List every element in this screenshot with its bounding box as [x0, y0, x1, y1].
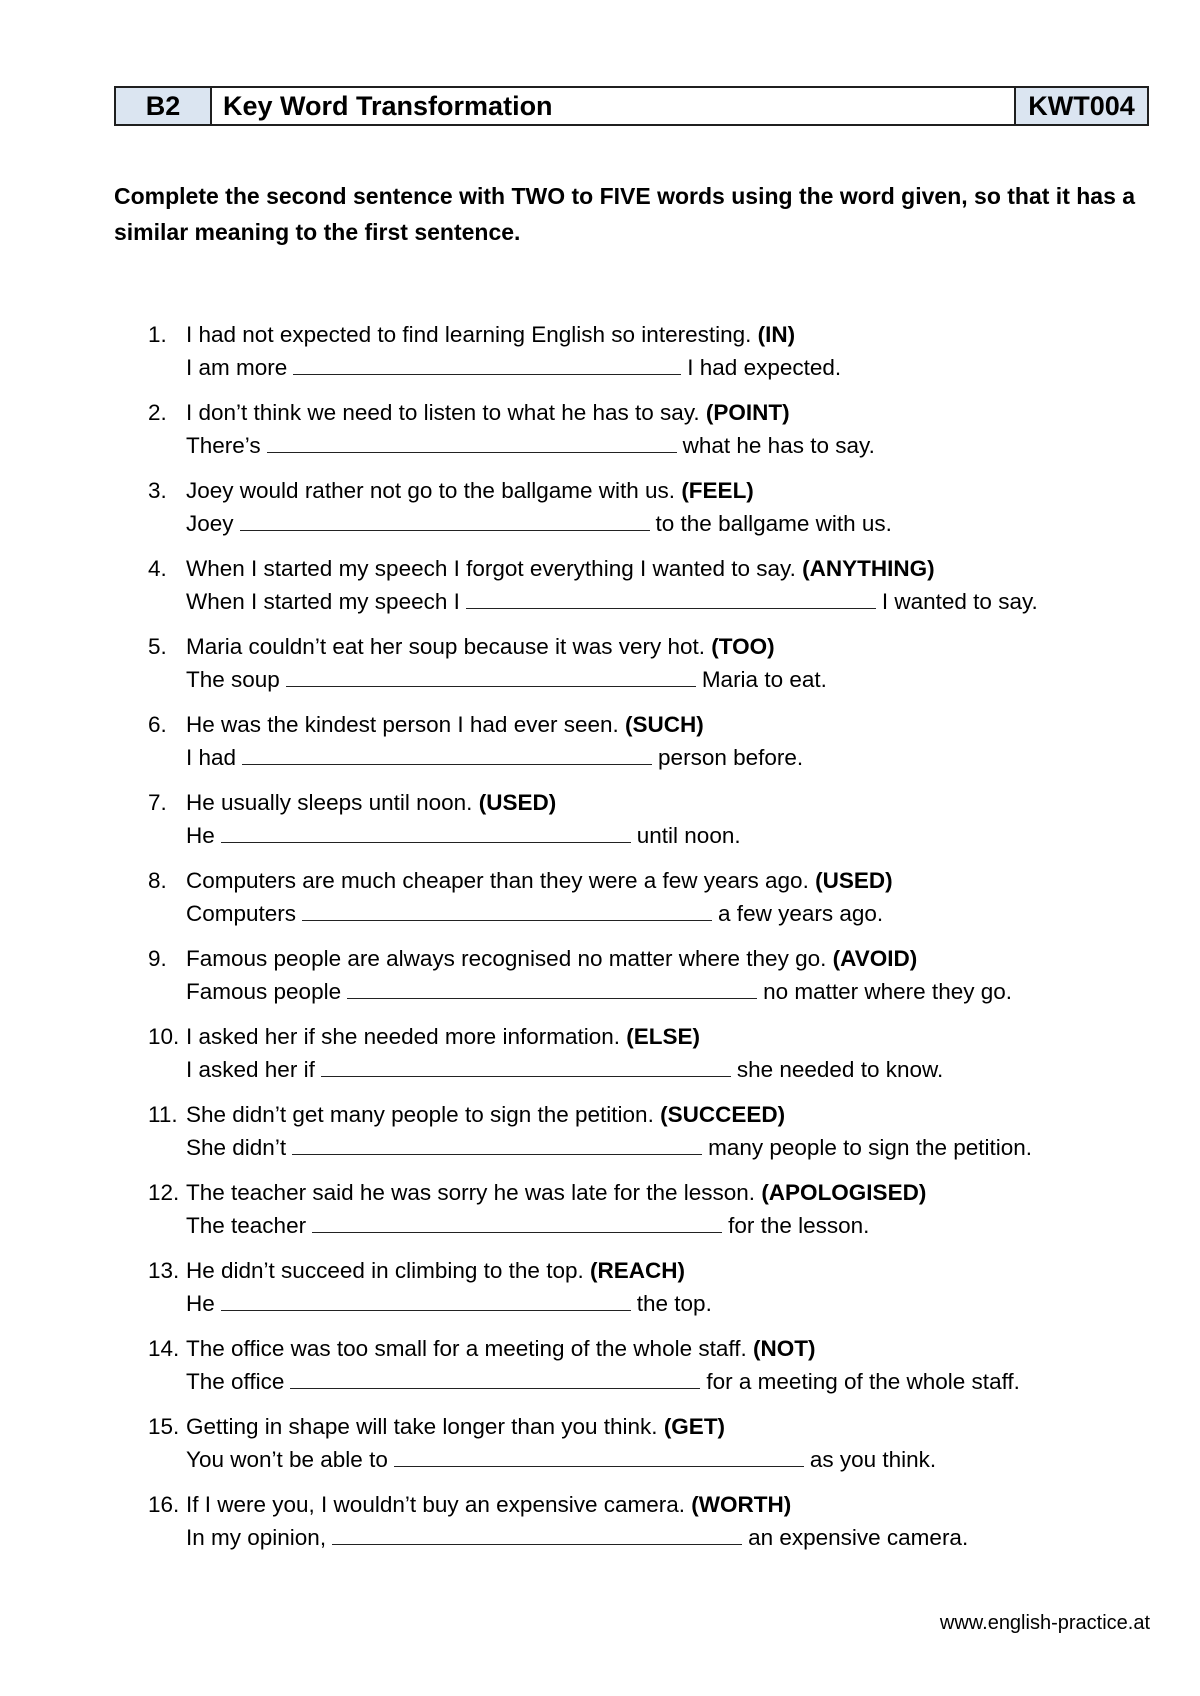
answer-blank[interactable] — [290, 1387, 700, 1389]
sentence-start: You won’t be able to — [186, 1447, 388, 1472]
sentence-text: Computers are much cheaper than they were a few years ago. — [186, 868, 809, 893]
answer-blank[interactable] — [293, 373, 681, 375]
key-word: (USED) — [815, 868, 893, 893]
footer-url[interactable]: www.english-practice.at — [939, 1612, 1150, 1634]
item-number: 16. — [148, 1492, 180, 1517]
item-number: 7. — [148, 790, 167, 815]
original-sentence — [186, 1098, 785, 1131]
sentence-start: I had — [186, 745, 237, 770]
answer-blank[interactable] — [394, 1465, 804, 1467]
sentence-start: The office — [186, 1369, 285, 1394]
item-number: 2. — [148, 400, 167, 425]
key-word: (APOLOGISED) — [761, 1180, 927, 1205]
original-sentence — [186, 318, 795, 351]
item-number: 9. — [148, 946, 167, 971]
exercise-item — [148, 1410, 1158, 1488]
sentence-text: He was the kindest person I had ever seen. — [186, 712, 619, 737]
transformed-sentence — [186, 1131, 1032, 1164]
sentence-end: the top. — [636, 1291, 712, 1316]
original-sentence — [186, 1020, 700, 1053]
item-number: 8. — [148, 868, 167, 893]
answer-blank[interactable] — [466, 607, 876, 609]
sentence-end: what he has to say. — [682, 433, 875, 458]
item-number: 6. — [148, 712, 167, 737]
sentence-start: In my opinion, — [186, 1525, 327, 1550]
sentence-text: She didn’t get many people to sign the petition. — [186, 1102, 654, 1127]
sentence-start: Joey — [186, 511, 234, 536]
sentence-start: Computers — [186, 901, 297, 926]
sentence-text: He usually sleeps until noon. — [186, 790, 473, 815]
original-sentence — [186, 864, 893, 897]
answer-blank[interactable] — [302, 919, 712, 921]
transformed-sentence — [186, 741, 803, 774]
original-sentence — [186, 942, 917, 975]
sentence-text: Joey would rather not go to the ballgame with us. — [186, 478, 676, 503]
key-word: (ELSE) — [626, 1024, 701, 1049]
original-sentence — [186, 708, 704, 741]
sentence-text: If I were you, I wouldn’t buy an expensive camera. — [186, 1492, 686, 1517]
key-word: (WORTH) — [691, 1492, 792, 1517]
item-number: 13. — [148, 1258, 180, 1283]
transformed-sentence — [186, 897, 883, 930]
sentence-start: She didn’t — [186, 1135, 287, 1160]
transformed-sentence — [186, 663, 827, 696]
key-word: (SUCH) — [625, 712, 704, 737]
key-word: (ANYTHING) — [802, 556, 935, 581]
transformed-sentence — [186, 1209, 869, 1242]
key-word: (SUCCEED) — [660, 1102, 786, 1127]
key-word: (NOT) — [752, 1336, 816, 1361]
answer-blank[interactable] — [267, 451, 677, 453]
instructions: Complete the second sentence with TWO to FIVE words using the word given, so that it has a similar meaning to the first sentence. — [114, 183, 1136, 245]
answer-blank[interactable] — [332, 1543, 742, 1545]
sentence-start: Famous people — [186, 979, 342, 1004]
exercise-item — [148, 1332, 1158, 1410]
transformed-sentence — [186, 1521, 968, 1554]
answer-blank[interactable] — [312, 1231, 722, 1233]
original-sentence — [186, 786, 556, 819]
exercise-item — [148, 708, 1158, 786]
sentence-start: When I started my speech I — [186, 589, 460, 614]
sentence-end: many people to sign the petition. — [708, 1135, 1033, 1160]
header-table — [114, 86, 1149, 126]
exercise-item — [148, 1098, 1158, 1176]
key-word: (IN) — [757, 322, 796, 347]
sentence-end: she needed to know. — [736, 1057, 944, 1082]
key-word: (AVOID) — [832, 946, 918, 971]
sentence-text: Maria couldn’t eat her soup because it was very hot. — [186, 634, 706, 659]
exercise-item — [148, 474, 1158, 552]
original-sentence — [186, 1332, 815, 1365]
sentence-end: an expensive camera. — [748, 1525, 969, 1550]
transformed-sentence — [186, 585, 1038, 618]
item-number: 1. — [148, 322, 167, 347]
worksheet-title: Key Word Transformation — [212, 88, 1016, 124]
exercise-item — [148, 552, 1158, 630]
answer-blank[interactable] — [286, 685, 696, 687]
sentence-start: He — [186, 1291, 215, 1316]
item-number: 12. — [148, 1180, 180, 1205]
item-number: 15. — [148, 1414, 180, 1439]
sentence-text: Getting in shape will take longer than you think. — [186, 1414, 658, 1439]
answer-blank[interactable] — [347, 997, 757, 999]
answer-blank[interactable] — [240, 529, 650, 531]
transformed-sentence — [186, 507, 892, 540]
item-number: 5. — [148, 634, 167, 659]
sentence-end: person before. — [658, 745, 804, 770]
sentence-end: a few years ago. — [718, 901, 884, 926]
transformed-sentence — [186, 1365, 1020, 1398]
original-sentence — [186, 1176, 926, 1209]
key-word: (GET) — [663, 1414, 726, 1439]
exercise-item — [148, 1488, 1158, 1566]
original-sentence — [186, 1254, 685, 1287]
sentence-start: There’s — [186, 433, 261, 458]
sentence-end: for a meeting of the whole staff. — [706, 1369, 1020, 1394]
transformed-sentence — [186, 975, 1012, 1008]
transformed-sentence — [186, 1443, 936, 1476]
original-sentence — [186, 396, 790, 429]
exercise-item — [148, 630, 1158, 708]
sentence-end: to the ballgame with us. — [655, 511, 892, 536]
sentence-start: He — [186, 823, 215, 848]
exercise-item — [148, 1176, 1158, 1254]
exercise-item — [148, 942, 1158, 1020]
item-number: 4. — [148, 556, 167, 581]
original-sentence — [186, 1488, 791, 1521]
answer-blank[interactable] — [221, 841, 631, 843]
sentence-end: I had expected. — [687, 355, 842, 380]
item-number: 3. — [148, 478, 167, 503]
item-number: 10. — [148, 1024, 180, 1049]
sentence-text: I had not expected to find learning English so interesting. — [186, 322, 752, 347]
sentence-end: I wanted to say. — [881, 589, 1038, 614]
sentence-end: no matter where they go. — [763, 979, 1012, 1004]
key-word: (USED) — [478, 790, 557, 815]
exercise-item — [148, 864, 1158, 942]
sentence-text: I asked her if she needed more information. — [186, 1024, 620, 1049]
exercise-item — [148, 318, 1158, 396]
sentence-start: I asked her if — [186, 1057, 315, 1082]
transformed-sentence — [186, 429, 875, 462]
worksheet-code: KWT004 — [1016, 88, 1147, 124]
sentence-text: The office was too small for a meeting of the whole staff. — [186, 1336, 747, 1361]
key-word: (REACH) — [590, 1258, 685, 1283]
exercise-item — [148, 1254, 1158, 1332]
answer-blank[interactable] — [321, 1075, 731, 1077]
sentence-end: for the lesson. — [728, 1213, 870, 1238]
level-cell: B2 — [116, 88, 212, 124]
sentence-text: He didn’t succeed in climbing to the top. — [186, 1258, 584, 1283]
exercise-list — [148, 318, 1158, 1566]
exercise-item — [148, 786, 1158, 864]
sentence-end: until noon. — [636, 823, 741, 848]
sentence-start: The soup — [186, 667, 280, 692]
transformed-sentence — [186, 1053, 943, 1086]
answer-blank[interactable] — [221, 1309, 631, 1311]
transformed-sentence — [186, 819, 741, 852]
sentence-text: The teacher said he was sorry he was late for the lesson. — [186, 1180, 756, 1205]
answer-blank[interactable] — [242, 763, 652, 765]
sentence-text: When I started my speech I forgot everything I wanted to say. — [186, 556, 796, 581]
item-number: 11. — [148, 1102, 178, 1127]
transformed-sentence — [186, 351, 841, 384]
original-sentence — [186, 474, 754, 507]
key-word: (TOO) — [711, 634, 775, 659]
sentence-text: I don’t think we need to listen to what he has to say. — [186, 400, 700, 425]
exercise-item — [148, 396, 1158, 474]
sentence-end: Maria to eat. — [701, 667, 827, 692]
original-sentence — [186, 630, 775, 663]
key-word: (FEEL) — [681, 478, 754, 503]
key-word: (POINT) — [705, 400, 790, 425]
sentence-start: The teacher — [186, 1213, 307, 1238]
transformed-sentence — [186, 1287, 712, 1320]
sentence-start: I am more — [186, 355, 288, 380]
sentence-text: Famous people are always recognised no matter where they go. — [186, 946, 827, 971]
answer-blank[interactable] — [292, 1153, 702, 1155]
exercise-item — [148, 1020, 1158, 1098]
item-number: 14. — [148, 1336, 180, 1361]
original-sentence — [186, 552, 935, 585]
sentence-end: as you think. — [809, 1447, 937, 1472]
original-sentence — [186, 1410, 725, 1443]
